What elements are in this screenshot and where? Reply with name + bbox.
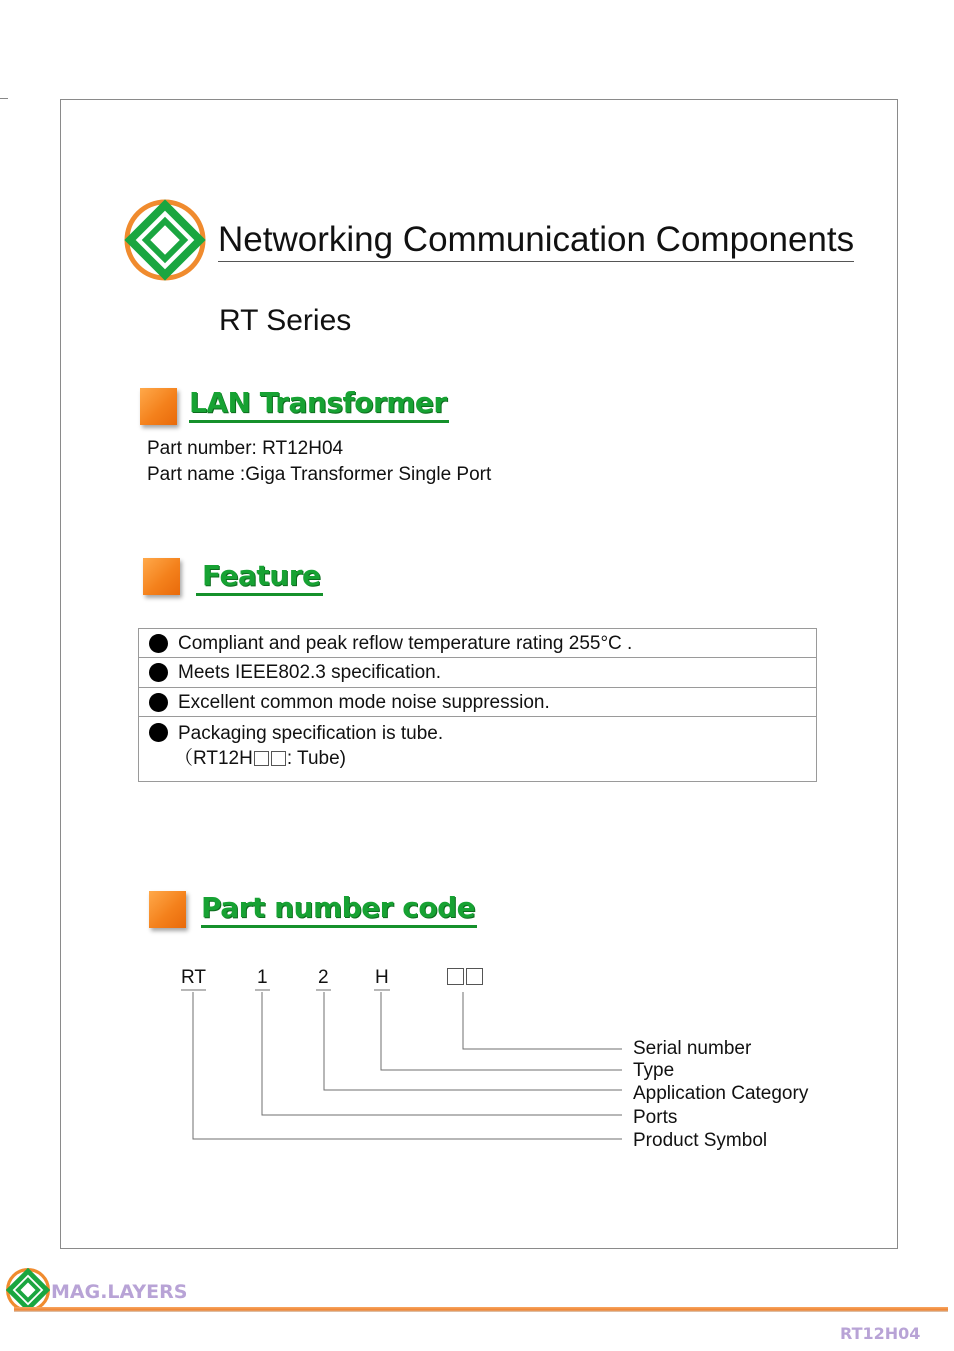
series-name: RT Series bbox=[219, 304, 352, 337]
code-segment-product-symbol: RT bbox=[181, 967, 206, 988]
code-desc-serial: Serial number bbox=[633, 1038, 752, 1059]
part-number: Part number: RT12H04 bbox=[147, 438, 344, 459]
part-name: Part name :Giga Transformer Single Port bbox=[147, 464, 492, 485]
feature-item: Excellent common mode noise suppression. bbox=[139, 688, 816, 717]
feature-item: Compliant and peak reflow temperature rating 255°C . bbox=[139, 629, 816, 658]
feature-item: Packaging specification is tube. （RT12H : Tube) bbox=[139, 717, 816, 781]
code-desc-ports: Ports bbox=[633, 1107, 678, 1128]
code-segment-ports: 1 bbox=[257, 967, 268, 988]
footer-brand: MAG.LAYERS bbox=[51, 1281, 188, 1303]
code-segment-application: 2 bbox=[318, 967, 329, 988]
code-desc-application: Application Category bbox=[633, 1083, 809, 1104]
code-desc-type: Type bbox=[633, 1060, 675, 1081]
packaging-note: （RT12H : Tube) bbox=[174, 748, 346, 769]
page-title: Networking Communication Components bbox=[218, 219, 854, 262]
code-section-heading: Part number code bbox=[201, 891, 477, 928]
lan-section-heading: LAN Transformer bbox=[189, 386, 449, 423]
code-segment-type: H bbox=[375, 967, 389, 988]
footer-logo-icon bbox=[6, 1268, 50, 1312]
feature-section-heading: Feature bbox=[196, 559, 323, 596]
footer-part-number: RT12H04 bbox=[840, 1324, 921, 1343]
footer-divider bbox=[14, 1307, 948, 1312]
feature-item: Meets IEEE802.3 specification. bbox=[139, 658, 816, 688]
code-desc-product-symbol: Product Symbol bbox=[633, 1130, 768, 1151]
